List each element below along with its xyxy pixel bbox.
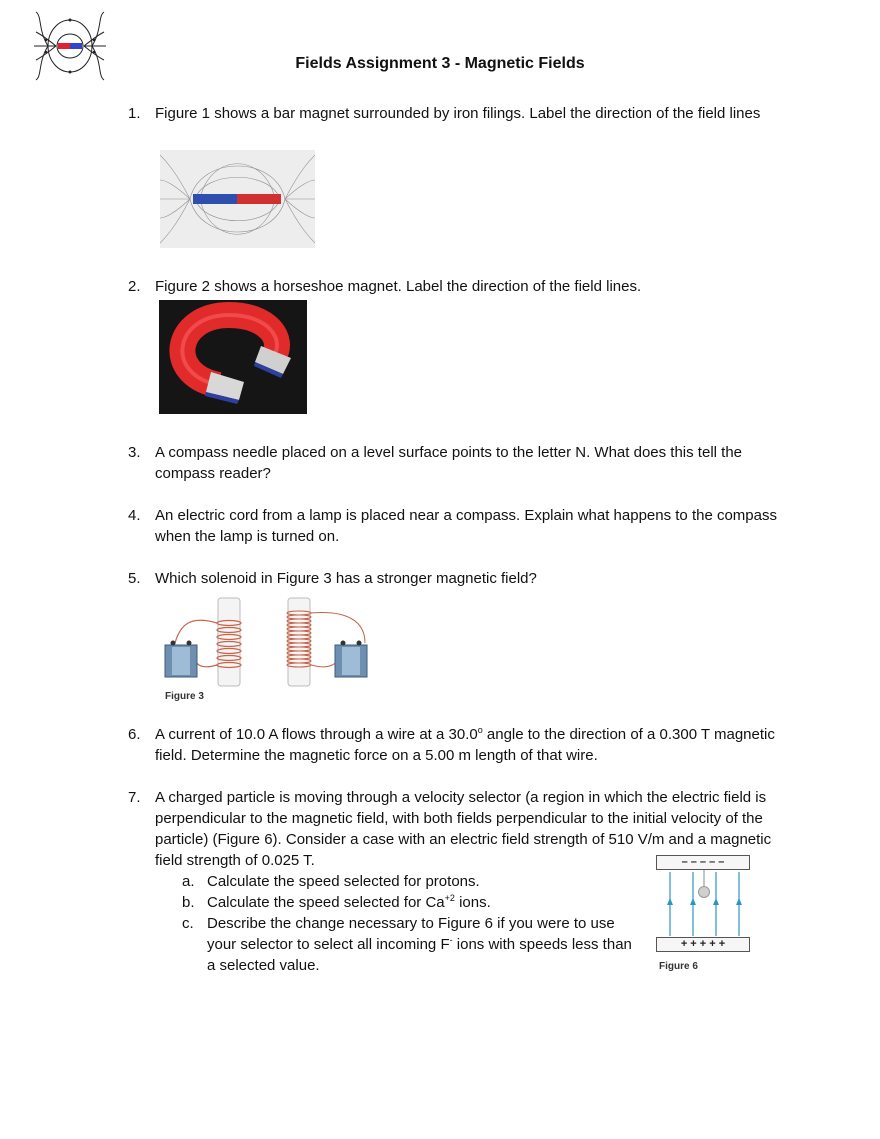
question-number: 1. [128,105,141,122]
part-label: c. [182,915,194,932]
part-label: b. [182,894,195,911]
question-text: Which solenoid in Figure 3 has a stronger magnetic field? [155,570,537,587]
question-number: 4. [128,507,141,524]
question-text: A charged particle is moving through a velocity selector (a region in which the electric field is perpendicular to the magnetic field, with both fields perpendicular to the initial velocity of the particle) (Figure 6). Consider a case with an electric field strength of 510 V/m and a magnetic field strength of 0.025 T. [155,789,772,869]
field-lines [656,870,750,938]
figure-1-bar-magnet-iron-filings [160,150,315,248]
question-number: 2. [128,278,141,295]
question-7-part-a [155,871,637,892]
page-title: Fields Assignment 3 - Magnetic Fields [295,55,585,72]
figure-6-caption: Figure 6 [659,961,698,972]
question-text: Figure 1 shows a bar magnet surrounded by iron filings. Label the direction of the field lines [155,105,761,122]
figure-3-solenoids [160,595,385,705]
part-text-end: ions. [454,894,491,911]
charge-superscript: +2 [444,893,455,903]
question-2 [128,276,795,297]
question-4 [128,505,795,547]
question-number: 3. [128,444,141,461]
question-number: 6. [128,726,141,743]
figure-2-horseshoe-magnet [159,300,307,414]
question-7-part-b [155,892,637,913]
question-number: 7. [128,789,141,806]
degree-superscript: o [477,725,483,735]
question-1 [128,103,795,124]
question-5 [128,568,795,589]
positive-plate: + + + + + [656,937,750,952]
question-3 [128,442,795,484]
part-label: a. [182,873,195,890]
solenoid-drawing [160,595,385,690]
question-text: An electric cord from a lamp is placed near a compass. Explain what happens to the compass when the lamp is turned on. [155,507,777,545]
figure-3-caption: Figure 3 [165,691,204,702]
charge-superscript: - [449,935,453,945]
part-text-end: ions with speeds less than a selected value. [207,936,632,974]
part-text-start: Describe the change necessary to Figure 6 if you were to use your selector to select all incoming F [207,915,615,953]
question-6 [128,724,795,766]
part-text-start: Calculate the speed selected for Ca [207,894,445,911]
question-text-start: A current of 10.0 A flows through a wire at a 30.0 [155,726,478,743]
question-text: Figure 2 shows a horseshoe magnet. Label the direction of the field lines. [155,278,642,295]
question-number: 5. [128,570,141,587]
question-7-part-c [155,913,637,976]
question-text: A compass needle placed on a level surface points to the letter N. What does this tell the compass reader? [155,444,742,482]
question-text-end: angle to the direction of a 0.300 T magnetic field. Determine the magnetic force on a 5.00 m length of that wire. [155,726,775,764]
figure-6-velocity-selector [656,855,756,980]
part-text: Calculate the speed selected for protons. [207,873,480,890]
negative-plate: – – – – – [656,855,750,870]
